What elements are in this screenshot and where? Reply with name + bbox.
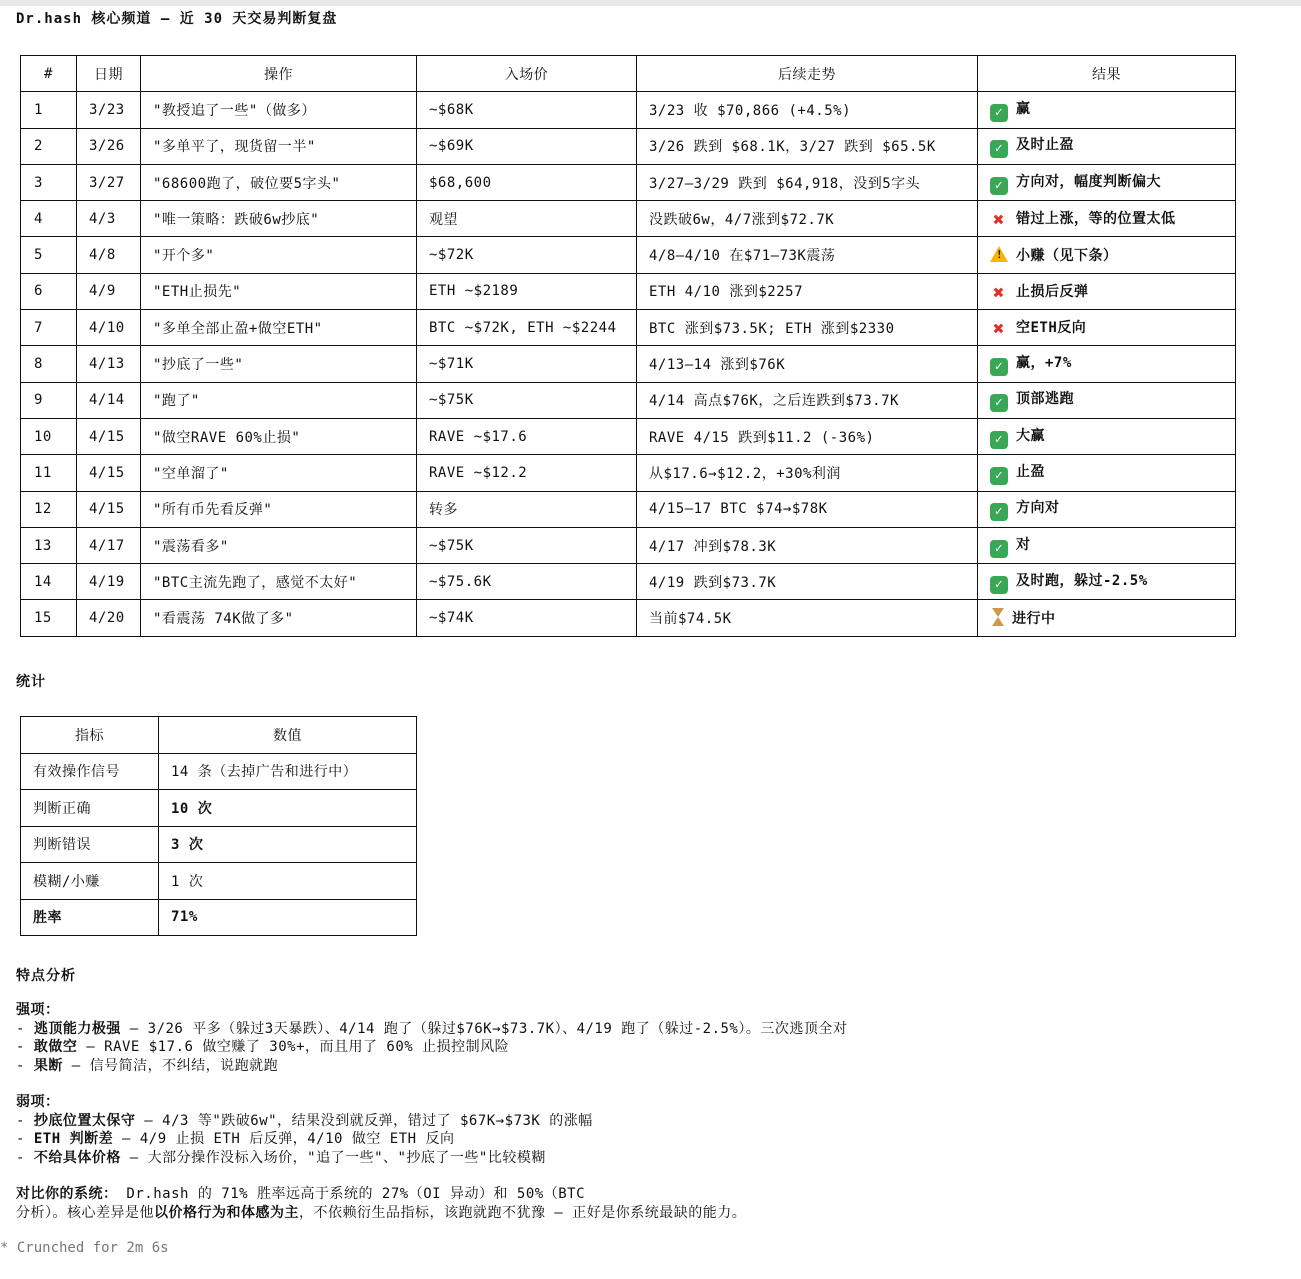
- result-text: 止损后反弹: [1016, 283, 1089, 300]
- result-text: 赢，+7%: [1016, 355, 1072, 372]
- bullet-dash: -: [16, 1131, 34, 1147]
- cell-date: 4/15: [77, 455, 141, 491]
- cell-action: "68600跑了，破位要5字头": [141, 164, 417, 200]
- table-row: [21, 418, 1236, 454]
- bullet-dash: -: [16, 1020, 34, 1037]
- table-row: [21, 310, 1236, 346]
- cell-date: 3/26: [77, 128, 141, 164]
- cell-num: 8: [21, 346, 77, 382]
- strengths-block: [16, 1001, 847, 1075]
- result-text: 止盈: [1016, 463, 1045, 480]
- cell-date: 4/10: [77, 310, 141, 346]
- cell-follow: BTC 涨到$73.5K; ETH 涨到$2330: [637, 310, 978, 346]
- trades-table: [20, 55, 1236, 637]
- cell-entry: 观望: [417, 201, 637, 237]
- table-row: [21, 527, 1236, 563]
- cell-action: "看震荡 74K做了多": [141, 600, 417, 636]
- cell-action: "震荡看多": [141, 527, 417, 563]
- cell-num: 14: [21, 564, 77, 600]
- cell-result: [978, 382, 1236, 418]
- cell-follow: 3/26 跌到 $68.1K，3/27 跌到 $65.5K: [637, 128, 978, 164]
- cell-result: [978, 164, 1236, 200]
- stat-label: 判断正确: [21, 790, 159, 827]
- item-text: — RAVE $17.6 做空赚了 30%+，而且用了 60% 止损控制风险: [77, 1039, 510, 1055]
- item-key: 抄底位置太保守: [33, 1112, 136, 1129]
- page-title: Dr.hash 核心频道 — 近 30 天交易判断复盘: [16, 11, 338, 27]
- cell-result: [978, 92, 1236, 128]
- cell-result: [978, 418, 1236, 454]
- cell-date: 3/27: [77, 164, 141, 200]
- cell-num: 15: [21, 600, 77, 636]
- weaknesses-block: [16, 1093, 593, 1167]
- cell-entry: 转多: [417, 491, 637, 527]
- result-text: 赢: [1016, 100, 1031, 117]
- cell-num: 4: [21, 201, 77, 237]
- cell-entry: RAVE ~$12.2: [417, 455, 637, 491]
- item-text: — 大部分操作没标入场价，"追了一些"、"抄底了一些"比较模糊: [120, 1149, 546, 1166]
- cell-follow: 从$17.6→$12.2，+30%利润: [637, 455, 978, 491]
- check-icon: ✓: [990, 177, 1008, 195]
- check-icon: ✓: [990, 503, 1008, 521]
- warning-icon: [990, 246, 1008, 262]
- cell-follow: 4/8–4/10 在$71–73K震荡: [637, 237, 978, 273]
- stats-heading: 统计: [16, 674, 46, 690]
- item-key: 逃顶能力极强: [33, 1020, 121, 1037]
- column-header: #: [21, 56, 77, 92]
- cell-follow: 4/17 冲到$78.3K: [637, 527, 978, 563]
- cell-entry: $68,600: [417, 164, 637, 200]
- cell-result: [978, 491, 1236, 527]
- column-header: 入场价: [417, 56, 637, 92]
- cell-entry: ~$74K: [417, 600, 637, 636]
- bullet-dash: -: [16, 1149, 34, 1166]
- check-icon: ✓: [990, 467, 1008, 485]
- cell-date: 3/23: [77, 92, 141, 128]
- stat-value: 14 条（去掉广告和进行中）: [159, 753, 417, 790]
- result-text: 方向对: [1016, 500, 1060, 517]
- cell-action: "ETH止损先": [141, 273, 417, 309]
- table-row: [21, 753, 417, 790]
- stat-value: 10 次: [159, 790, 417, 827]
- cell-num: 11: [21, 455, 77, 491]
- weaknesses-list: [16, 1112, 593, 1168]
- stat-label: 判断错误: [21, 826, 159, 863]
- result-text: 方向对，幅度判断偏大: [1016, 173, 1161, 190]
- column-header: 操作: [141, 56, 417, 92]
- result-text: 大赢: [1016, 427, 1045, 444]
- cell-entry: ~$75K: [417, 527, 637, 563]
- cell-follow: 4/19 跌到$73.7K: [637, 564, 978, 600]
- check-icon: ✓: [990, 140, 1008, 158]
- table-row: [21, 899, 417, 936]
- cell-follow: 3/23 收 $70,866 (+4.5%): [637, 92, 978, 128]
- cell-entry: ~$71K: [417, 346, 637, 382]
- cell-result: [978, 237, 1236, 273]
- cell-result: [978, 600, 1236, 636]
- comparison-key: 对比你的系统：: [16, 1186, 118, 1202]
- cell-num: 1: [21, 92, 77, 128]
- comparison-text: Dr.hash 的 71% 胜率远高于系统的 27%（OI 异动）和 50%（BTC: [117, 1186, 586, 1202]
- stats-table: [20, 716, 417, 936]
- cell-action: "跑了": [141, 382, 417, 418]
- cell-num: 7: [21, 310, 77, 346]
- check-icon: ✓: [990, 358, 1008, 376]
- result-text: 及时止盈: [1016, 137, 1074, 154]
- window-top-bar: [0, 0, 1301, 6]
- result-text: 小赚（见下条）: [1016, 248, 1118, 265]
- table-row: [21, 128, 1236, 164]
- cell-follow: RAVE 4/15 跌到$11.2 (-36%): [637, 418, 978, 454]
- trades-body: [21, 92, 1236, 636]
- comparison-emphasis: 以价格行为和体感为主: [154, 1204, 299, 1221]
- cell-action: "空单溜了": [141, 455, 417, 491]
- cell-num: 10: [21, 418, 77, 454]
- list-item: [16, 1057, 847, 1076]
- list-item: [16, 1149, 593, 1168]
- list-item: [16, 1130, 593, 1149]
- list-item: [16, 1020, 847, 1039]
- check-icon: ✓: [990, 431, 1008, 449]
- cell-entry: ~$75.6K: [417, 564, 637, 600]
- cell-entry: ~$75K: [417, 382, 637, 418]
- cell-result: [978, 455, 1236, 491]
- cell-date: 4/13: [77, 346, 141, 382]
- cell-date: 4/20: [77, 600, 141, 636]
- table-row: [21, 273, 1236, 309]
- cell-date: 4/15: [77, 418, 141, 454]
- cell-action: "唯一策略：跌破6w抄底": [141, 201, 417, 237]
- comparison-text: ，不依赖衍生品指标，该跑就跑不犹豫 — 正好是你系统最缺的能力。: [299, 1204, 747, 1221]
- bullet-dash: -: [16, 1112, 34, 1129]
- check-icon: ✓: [990, 576, 1008, 594]
- column-header: 结果: [978, 56, 1236, 92]
- cell-follow: 4/15–17 BTC $74→$78K: [637, 491, 978, 527]
- list-item: [16, 1112, 593, 1131]
- result-text: 对: [1016, 536, 1031, 553]
- cell-entry: ETH ~$2189: [417, 273, 637, 309]
- stat-label: 胜率: [21, 899, 159, 936]
- result-text: 进行中: [1012, 611, 1056, 628]
- cell-action: "教授追了一些"（做多）: [141, 92, 417, 128]
- result-text: 顶部逃跑: [1016, 391, 1074, 408]
- column-header: 后续走势: [637, 56, 978, 92]
- cell-date: 4/8: [77, 237, 141, 273]
- table-row: [21, 92, 1236, 128]
- column-header: 日期: [77, 56, 141, 92]
- item-key: ETH 判断差: [33, 1131, 114, 1147]
- column-header: 数值: [159, 717, 417, 754]
- table-row: [21, 201, 1236, 237]
- cell-result: [978, 564, 1236, 600]
- check-icon: ✓: [990, 104, 1008, 122]
- strengths-title: 强项：: [16, 1002, 60, 1018]
- cell-num: 2: [21, 128, 77, 164]
- cell-num: 3: [21, 164, 77, 200]
- cell-num: 12: [21, 491, 77, 527]
- table-row: [21, 863, 417, 900]
- table-row: [21, 491, 1236, 527]
- hourglass-icon: [990, 608, 1004, 626]
- table-row: [21, 346, 1236, 382]
- cell-entry: BTC ~$72K, ETH ~$2244: [417, 310, 637, 346]
- item-text: — 3/26 平多（躲过3天暴跌）、4/14 跑了（躲过$76K→$73.7K）、4/19 跑了（躲过-2.5%）。三次逃顶全对: [120, 1020, 848, 1037]
- cell-num: 9: [21, 382, 77, 418]
- comparison-line-1: [16, 1185, 746, 1204]
- table-row: [21, 164, 1236, 200]
- column-header: 指标: [21, 717, 159, 754]
- cell-entry: ~$69K: [417, 128, 637, 164]
- analysis-heading: 特点分析: [16, 968, 76, 984]
- cell-result: [978, 346, 1236, 382]
- table-row: [21, 564, 1236, 600]
- stats-header-row: [21, 717, 417, 754]
- cross-icon: ✖: [993, 209, 1005, 232]
- stat-label: 有效操作信号: [21, 753, 159, 790]
- stats-body: [21, 753, 417, 936]
- cell-action: "BTC主流先跑了，感觉不太好": [141, 564, 417, 600]
- cell-entry: ~$68K: [417, 92, 637, 128]
- cross-icon: ✖: [993, 281, 1005, 304]
- item-key: 不给具体价格: [33, 1149, 121, 1166]
- list-item: [16, 1038, 847, 1057]
- cell-date: 4/9: [77, 273, 141, 309]
- item-text: — 4/9 止损 ETH 后反弹，4/10 做空 ETH 反向: [113, 1131, 455, 1147]
- cell-follow: 4/14 高点$76K，之后连跌到$73.7K: [637, 382, 978, 418]
- item-text: — 信号简洁，不纠结，说跑就跑: [62, 1057, 279, 1074]
- cell-action: "所有币先看反弹": [141, 491, 417, 527]
- item-key: 敢做空: [33, 1039, 78, 1055]
- cell-date: 4/15: [77, 491, 141, 527]
- cell-follow: 当前$74.5K: [637, 600, 978, 636]
- cell-result: [978, 128, 1236, 164]
- strengths-list: [16, 1020, 847, 1076]
- stat-value: 71%: [159, 899, 417, 936]
- comparison-block: [16, 1185, 746, 1222]
- cell-date: 4/17: [77, 527, 141, 563]
- result-text: 及时跑，躲过-2.5%: [1016, 572, 1148, 589]
- cell-date: 4/14: [77, 382, 141, 418]
- table-row: [21, 826, 417, 863]
- cell-entry: ~$72K: [417, 237, 637, 273]
- cell-follow: 没跌破6w，4/7涨到$72.7K: [637, 201, 978, 237]
- stat-value: 3 次: [159, 826, 417, 863]
- cell-result: [978, 201, 1236, 237]
- cell-result: [978, 310, 1236, 346]
- cell-num: 6: [21, 273, 77, 309]
- cell-result: [978, 527, 1236, 563]
- cell-date: 4/3: [77, 201, 141, 237]
- cell-entry: RAVE ~$17.6: [417, 418, 637, 454]
- table-row: [21, 237, 1236, 273]
- stat-label: 模糊/小赚: [21, 863, 159, 900]
- cell-follow: ETH 4/10 涨到$2257: [637, 273, 978, 309]
- item-key: 果断: [33, 1057, 63, 1074]
- result-text: 错过上涨，等的位置太低: [1016, 211, 1176, 228]
- weaknesses-title: 弱项：: [16, 1094, 60, 1110]
- trades-header-row: [21, 56, 1236, 92]
- stat-value: 1 次: [159, 863, 417, 900]
- comparison-text: 分析）。核心差异是他: [16, 1204, 154, 1221]
- cell-date: 4/19: [77, 564, 141, 600]
- result-text: 空ETH反向: [1016, 320, 1087, 337]
- cell-action: "开个多": [141, 237, 417, 273]
- comparison-line-2: [16, 1204, 746, 1223]
- check-icon: ✓: [990, 394, 1008, 412]
- cell-num: 13: [21, 527, 77, 563]
- cell-action: "做空RAVE 60%止损": [141, 418, 417, 454]
- status-footer: * Crunched for 2m 6s: [0, 1240, 169, 1256]
- cell-action: "抄底了一些": [141, 346, 417, 382]
- cross-icon: ✖: [993, 318, 1005, 341]
- bullet-dash: -: [16, 1057, 34, 1074]
- table-row: [21, 790, 417, 827]
- cell-follow: 3/27–3/29 跌到 $64,918，没到5字头: [637, 164, 978, 200]
- cell-action: "多单平了，现货留一半": [141, 128, 417, 164]
- cell-follow: 4/13–14 涨到$76K: [637, 346, 978, 382]
- cell-num: 5: [21, 237, 77, 273]
- table-row: [21, 382, 1236, 418]
- item-text: — 4/3 等"跌破6w"，结果没到就反弹，错过了 $67K→$73K 的涨幅: [135, 1112, 593, 1129]
- cell-result: [978, 273, 1236, 309]
- table-row: [21, 600, 1236, 636]
- cell-action: "多单全部止盈+做空ETH": [141, 310, 417, 346]
- bullet-dash: -: [16, 1039, 34, 1055]
- table-row: [21, 455, 1236, 491]
- check-icon: ✓: [990, 540, 1008, 558]
